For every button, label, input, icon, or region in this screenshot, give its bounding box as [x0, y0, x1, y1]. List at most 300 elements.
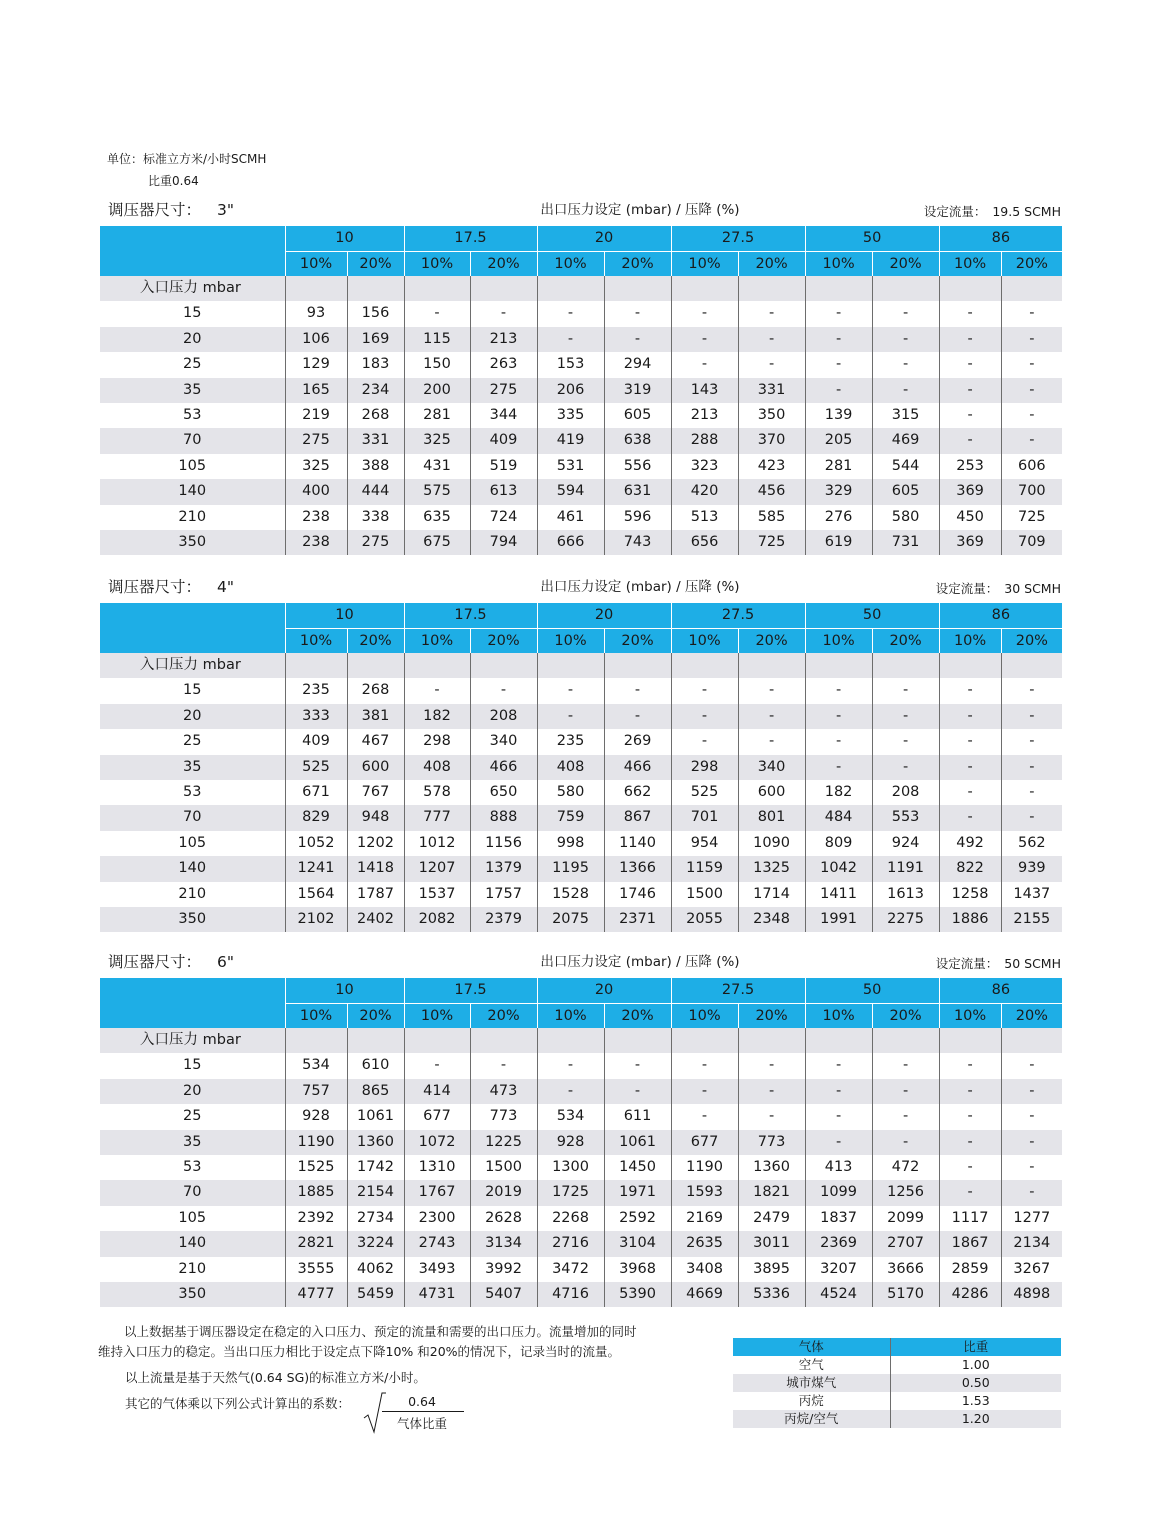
- flow-cell: 1525: [285, 1155, 347, 1180]
- inlet-pressure-value: 350: [100, 1282, 285, 1307]
- flow-cell: -: [805, 352, 872, 377]
- set-point-header: 17.5: [404, 978, 537, 1003]
- table-row: [100, 780, 1062, 805]
- set-point-header: 86: [939, 226, 1062, 251]
- flow-cell: 492: [939, 831, 1001, 856]
- flow-cell: -: [404, 678, 470, 703]
- flow-cell: -: [604, 704, 671, 729]
- gas-gravity-table: [733, 1338, 1061, 1428]
- flow-cell: 235: [285, 678, 347, 703]
- flow-cell: 1190: [285, 1130, 347, 1155]
- flow-cell: 275: [347, 530, 404, 555]
- flow-cell: 4062: [347, 1257, 404, 1282]
- flow-cell: 928: [285, 1104, 347, 1129]
- flow-cell: 1714: [738, 882, 805, 907]
- flow-cell: 1564: [285, 882, 347, 907]
- flow-cell: 1072: [404, 1130, 470, 1155]
- flow-cell: 611: [604, 1104, 671, 1129]
- flow-cell: 1042: [805, 856, 872, 881]
- flow-value: 19.5 SCMH: [992, 204, 1061, 219]
- flow-cell: 867: [604, 805, 671, 830]
- flow-cell: -: [872, 678, 939, 703]
- flow-cell: -: [939, 729, 1001, 754]
- regulator-size: [108, 950, 234, 972]
- empty-cell: [285, 276, 347, 301]
- set-point-header: 17.5: [404, 603, 537, 628]
- flow-cell: 1991: [805, 907, 872, 932]
- inlet-pressure-value: 15: [100, 678, 285, 703]
- flow-cell: 3224: [347, 1231, 404, 1256]
- flow-cell: 2821: [285, 1231, 347, 1256]
- flow-cell: -: [1001, 352, 1062, 377]
- flow-cell: 1012: [404, 831, 470, 856]
- note-line-1: 以上数据基于调压器设定在稳定的入口压力、预定的流量和需要的出口压力。流量增加的同时: [124, 1324, 637, 1339]
- empty-cell: [1001, 653, 1062, 678]
- empty-cell: [872, 276, 939, 301]
- flow-cell: -: [872, 704, 939, 729]
- flow-cell: 1140: [604, 831, 671, 856]
- flow-cell: 423: [738, 454, 805, 479]
- correction-formula: [362, 1388, 472, 1436]
- flow-cell: 1191: [872, 856, 939, 881]
- flow-cell: 156: [347, 301, 404, 326]
- flow-cell: 743: [604, 530, 671, 555]
- drop-header: 20%: [347, 628, 404, 653]
- flow-cell: 1418: [347, 856, 404, 881]
- size-label: 调压器尺寸：: [108, 953, 202, 971]
- flow-cell: 450: [939, 505, 1001, 530]
- drop-header: 20%: [1001, 628, 1062, 653]
- set-point-header: 27.5: [671, 226, 805, 251]
- table-row: [100, 704, 1062, 729]
- empty-cell: [939, 276, 1001, 301]
- flow-cell: -: [805, 1079, 872, 1104]
- set-point-header: 10: [285, 978, 404, 1003]
- flow-cell: 1256: [872, 1180, 939, 1205]
- flow-cell: -: [671, 729, 738, 754]
- flow-cell: 675: [404, 530, 470, 555]
- gas-gravity: 1.20: [890, 1410, 1061, 1428]
- flow-table: [100, 978, 1062, 1307]
- flow-cell: 773: [738, 1130, 805, 1155]
- empty-cell: [285, 1028, 347, 1053]
- flow-cell: -: [939, 780, 1001, 805]
- flow-cell: 3267: [1001, 1257, 1062, 1282]
- inlet-pressure-value: 15: [100, 1053, 285, 1078]
- flow-cell: 1061: [347, 1104, 404, 1129]
- flow-cell: 275: [285, 428, 347, 453]
- flow-cell: 638: [604, 428, 671, 453]
- gas-gravity: 1.00: [890, 1356, 1061, 1374]
- regulator-size: [108, 198, 234, 220]
- table-row: [100, 907, 1062, 932]
- flow-cell: 1090: [738, 831, 805, 856]
- flow-cell: -: [537, 1079, 604, 1104]
- flow-cell: 420: [671, 479, 738, 504]
- flow-cell: 1886: [939, 907, 1001, 932]
- inlet-pressure-value: 70: [100, 805, 285, 830]
- flow-cell: 2392: [285, 1206, 347, 1231]
- flow-cell: 631: [604, 479, 671, 504]
- flow-cell: 794: [470, 530, 537, 555]
- flow-label: 设定流量：: [923, 204, 987, 219]
- inlet-pressure-label: 入口压力 mbar: [100, 653, 285, 678]
- flow-cell: 3666: [872, 1257, 939, 1282]
- flow-cell: -: [470, 301, 537, 326]
- flow-cell: -: [939, 678, 1001, 703]
- flow-cell: 206: [537, 378, 604, 403]
- empty-cell: [671, 1028, 738, 1053]
- flow-cell: -: [939, 1155, 1001, 1180]
- flow-cell: -: [939, 1079, 1001, 1104]
- flow-cell: 2628: [470, 1206, 537, 1231]
- flow-cell: -: [805, 729, 872, 754]
- flow-cell: 143: [671, 378, 738, 403]
- flow-cell: 594: [537, 479, 604, 504]
- flow-cell: 466: [604, 755, 671, 780]
- flow-cell: 1379: [470, 856, 537, 881]
- flow-cell: 5390: [604, 1282, 671, 1307]
- drop-header: 10%: [671, 628, 738, 653]
- inlet-pressure-label: 入口压力 mbar: [100, 276, 285, 301]
- drop-header: 20%: [738, 1003, 805, 1028]
- flow-cell: -: [671, 301, 738, 326]
- flow-cell: 419: [537, 428, 604, 453]
- flow-cell: -: [1001, 327, 1062, 352]
- flow-cell: 1746: [604, 882, 671, 907]
- table-row: [100, 428, 1062, 453]
- flow-cell: 2479: [738, 1206, 805, 1231]
- flow-cell: 340: [738, 755, 805, 780]
- flow-cell: 1971: [604, 1180, 671, 1205]
- flow-cell: -: [604, 1079, 671, 1104]
- drop-header: 10%: [404, 1003, 470, 1028]
- flow-cell: 534: [537, 1104, 604, 1129]
- flow-cell: 253: [939, 454, 1001, 479]
- flow-cell: 2402: [347, 907, 404, 932]
- flow-cell: 650: [470, 780, 537, 805]
- flow-cell: 580: [872, 505, 939, 530]
- empty-cell: [604, 276, 671, 301]
- flow-cell: 2859: [939, 1257, 1001, 1282]
- drop-header: 10%: [939, 1003, 1001, 1028]
- flow-cell: 369: [939, 479, 1001, 504]
- drop-header: 20%: [604, 628, 671, 653]
- flow-cell: -: [872, 378, 939, 403]
- drop-header: 20%: [1001, 251, 1062, 276]
- flow-cell: 268: [347, 678, 404, 703]
- flow-cell: 2055: [671, 907, 738, 932]
- flow-cell: 473: [470, 1079, 537, 1104]
- empty-cell: [805, 653, 872, 678]
- flow-cell: 2716: [537, 1231, 604, 1256]
- flow-cell: 1885: [285, 1180, 347, 1205]
- drop-header: 20%: [872, 628, 939, 653]
- flow-cell: 1195: [537, 856, 604, 881]
- drop-header: 20%: [738, 251, 805, 276]
- gas-row: [733, 1374, 1061, 1392]
- flow-cell: -: [805, 327, 872, 352]
- gas-name: 丙烷: [798, 1393, 824, 1408]
- flow-cell: -: [537, 1053, 604, 1078]
- flow-cell: 414: [404, 1079, 470, 1104]
- inlet-pressure-value: 140: [100, 856, 285, 881]
- drop-header: 10%: [537, 1003, 604, 1028]
- flow-cell: 605: [604, 403, 671, 428]
- table-row: [100, 831, 1062, 856]
- inlet-pressure-value: 70: [100, 1180, 285, 1205]
- flow-cell: -: [939, 327, 1001, 352]
- inlet-pressure-value: 53: [100, 1155, 285, 1180]
- flow-cell: 928: [537, 1130, 604, 1155]
- flow-cell: 281: [404, 403, 470, 428]
- inlet-label-row: [100, 276, 1062, 301]
- flow-cell: 153: [537, 352, 604, 377]
- flow-cell: 268: [347, 403, 404, 428]
- flow-cell: -: [470, 1053, 537, 1078]
- flow-cell: 106: [285, 327, 347, 352]
- flow-cell: 408: [537, 755, 604, 780]
- note-line-3: 以上流量是基于天然气(0.64 SG)的标准立方米/小时。: [125, 1370, 426, 1385]
- flow-cell: -: [1001, 1180, 1062, 1205]
- empty-cell: [1001, 1028, 1062, 1053]
- drop-header: 10%: [939, 251, 1001, 276]
- empty-cell: [872, 653, 939, 678]
- drop-header: 20%: [872, 1003, 939, 1028]
- drop-header: 10%: [805, 1003, 872, 1028]
- flow-cell: -: [872, 301, 939, 326]
- set-point-header: 50: [805, 603, 939, 628]
- drop-header: 10%: [537, 251, 604, 276]
- flow-cell: 281: [805, 454, 872, 479]
- flow-cell: 409: [470, 428, 537, 453]
- size-label: 调压器尺寸：: [108, 578, 202, 596]
- flow-cell: 4777: [285, 1282, 347, 1307]
- empty-cell: [604, 1028, 671, 1053]
- flow-cell: 580: [537, 780, 604, 805]
- flow-cell: -: [404, 1053, 470, 1078]
- flow-cell: 605: [872, 479, 939, 504]
- flow-cell: 767: [347, 780, 404, 805]
- flow-cell: 2707: [872, 1231, 939, 1256]
- set-point-header-row: [100, 603, 1062, 628]
- flow-value: 30 SCMH: [1004, 581, 1061, 596]
- empty-cell: [872, 1028, 939, 1053]
- flow-cell: 4716: [537, 1282, 604, 1307]
- set-flow: [936, 954, 1061, 972]
- flow-cell: 1258: [939, 882, 1001, 907]
- flow-cell: -: [939, 352, 1001, 377]
- flow-cell: -: [1001, 805, 1062, 830]
- flow-cell: 525: [671, 780, 738, 805]
- set-point-header-row: [100, 226, 1062, 251]
- flow-cell: 331: [738, 378, 805, 403]
- table-row: [100, 352, 1062, 377]
- flow-cell: 409: [285, 729, 347, 754]
- flow-cell: -: [805, 1130, 872, 1155]
- flow-cell: -: [604, 327, 671, 352]
- flow-cell: 3555: [285, 1257, 347, 1282]
- flow-cell: 139: [805, 403, 872, 428]
- inlet-pressure-value: 350: [100, 907, 285, 932]
- flow-cell: 1061: [604, 1130, 671, 1155]
- flow-cell: 1360: [738, 1155, 805, 1180]
- flow-cell: 338: [347, 505, 404, 530]
- flow-cell: -: [738, 352, 805, 377]
- empty-cell: [404, 276, 470, 301]
- set-point-header: 50: [805, 226, 939, 251]
- flow-cell: 325: [285, 454, 347, 479]
- flow-cell: 777: [404, 805, 470, 830]
- flow-cell: 319: [604, 378, 671, 403]
- flow-cell: 370: [738, 428, 805, 453]
- formula-denominator: 气体比重: [396, 1416, 447, 1431]
- flow-cell: -: [872, 1053, 939, 1078]
- flow-cell: -: [738, 301, 805, 326]
- flow-cell: -: [872, 729, 939, 754]
- flow-cell: -: [671, 678, 738, 703]
- flow-cell: 2275: [872, 907, 939, 932]
- flow-cell: 3493: [404, 1257, 470, 1282]
- flow-cell: -: [1001, 1130, 1062, 1155]
- flow-cell: 610: [347, 1053, 404, 1078]
- flow-cell: -: [872, 755, 939, 780]
- flow-cell: 531: [537, 454, 604, 479]
- inlet-pressure-value: 140: [100, 479, 285, 504]
- notes: [98, 1322, 718, 1361]
- flow-cell: 1277: [1001, 1206, 1062, 1231]
- gas-gravity: 0.50: [890, 1374, 1061, 1392]
- empty-cell: [285, 653, 347, 678]
- size-section: [100, 950, 1061, 1307]
- flow-cell: -: [671, 704, 738, 729]
- flow-cell: -: [404, 301, 470, 326]
- table-row: [100, 327, 1062, 352]
- flow-cell: 1156: [470, 831, 537, 856]
- flow-cell: 709: [1001, 530, 1062, 555]
- flow-cell: 182: [404, 704, 470, 729]
- flow-cell: 1500: [470, 1155, 537, 1180]
- flow-cell: 924: [872, 831, 939, 856]
- empty-cell: [939, 1028, 1001, 1053]
- flow-cell: -: [738, 704, 805, 729]
- empty-cell: [537, 276, 604, 301]
- drop-header: 10%: [404, 251, 470, 276]
- flow-cell: 472: [872, 1155, 939, 1180]
- flow-cell: -: [805, 704, 872, 729]
- empty-cell: [738, 653, 805, 678]
- flow-cell: 294: [604, 352, 671, 377]
- empty-cell: [537, 653, 604, 678]
- flow-cell: 263: [470, 352, 537, 377]
- flow-cell: 2371: [604, 907, 671, 932]
- flow-cell: -: [537, 301, 604, 326]
- flow-cell: 1117: [939, 1206, 1001, 1231]
- flow-cell: 773: [470, 1104, 537, 1129]
- drop-header: 10%: [537, 628, 604, 653]
- inlet-pressure-value: 25: [100, 729, 285, 754]
- flow-cell: 1725: [537, 1180, 604, 1205]
- flow-cell: 519: [470, 454, 537, 479]
- flow-cell: 1528: [537, 882, 604, 907]
- flow-cell: -: [738, 1104, 805, 1129]
- flow-cell: -: [604, 678, 671, 703]
- flow-cell: 2379: [470, 907, 537, 932]
- drop-header: 20%: [738, 628, 805, 653]
- table-row: [100, 505, 1062, 530]
- empty-cell: [347, 1028, 404, 1053]
- flow-cell: 381: [347, 704, 404, 729]
- drop-header: 10%: [285, 251, 347, 276]
- flow-cell: 1757: [470, 882, 537, 907]
- flow-cell: 484: [805, 805, 872, 830]
- flow-cell: 444: [347, 479, 404, 504]
- flow-cell: 998: [537, 831, 604, 856]
- flow-cell: 2075: [537, 907, 604, 932]
- flow-cell: 298: [404, 729, 470, 754]
- flow-cell: -: [1001, 1104, 1062, 1129]
- flow-cell: 115: [404, 327, 470, 352]
- flow-cell: 288: [671, 428, 738, 453]
- flow-cell: 4286: [939, 1282, 1001, 1307]
- flow-cell: 544: [872, 454, 939, 479]
- flow-cell: 656: [671, 530, 738, 555]
- header-corner: [100, 603, 285, 653]
- flow-cell: -: [939, 704, 1001, 729]
- table-row: [100, 1053, 1062, 1078]
- set-flow: [936, 579, 1061, 597]
- flow-cell: 1159: [671, 856, 738, 881]
- header-corner: [100, 978, 285, 1028]
- gas-header: 气体: [733, 1338, 890, 1356]
- inlet-pressure-label: 入口压力 mbar: [100, 1028, 285, 1053]
- drop-header: 20%: [1001, 1003, 1062, 1028]
- flow-cell: 600: [347, 755, 404, 780]
- flow-cell: 205: [805, 428, 872, 453]
- set-point-header: 86: [939, 978, 1062, 1003]
- table-row: [100, 1180, 1062, 1205]
- size-section: [100, 575, 1061, 932]
- flow-cell: 2019: [470, 1180, 537, 1205]
- inlet-label-row: [100, 1028, 1062, 1053]
- table-row: [100, 378, 1062, 403]
- flow-cell: 3011: [738, 1231, 805, 1256]
- flow-cell: 456: [738, 479, 805, 504]
- formula-numerator: 0.64: [408, 1394, 436, 1409]
- table-row: [100, 1282, 1062, 1307]
- flow-cell: 3134: [470, 1231, 537, 1256]
- flow-cell: -: [872, 1104, 939, 1129]
- flow-cell: 331: [347, 428, 404, 453]
- flow-cell: -: [738, 1079, 805, 1104]
- flow-cell: 725: [738, 530, 805, 555]
- flow-cell: 1500: [671, 882, 738, 907]
- set-point-header: 20: [537, 226, 671, 251]
- drop-header: 10%: [805, 251, 872, 276]
- empty-cell: [805, 276, 872, 301]
- flow-cell: 1867: [939, 1231, 1001, 1256]
- flow-cell: 275: [470, 378, 537, 403]
- flow-cell: -: [805, 755, 872, 780]
- empty-cell: [604, 653, 671, 678]
- flow-cell: 431: [404, 454, 470, 479]
- flow-cell: 2348: [738, 907, 805, 932]
- gas-row: [733, 1392, 1061, 1410]
- flow-cell: 2099: [872, 1206, 939, 1231]
- flow-table: [100, 603, 1062, 932]
- drop-header: 20%: [872, 251, 939, 276]
- inlet-pressure-value: 35: [100, 1130, 285, 1155]
